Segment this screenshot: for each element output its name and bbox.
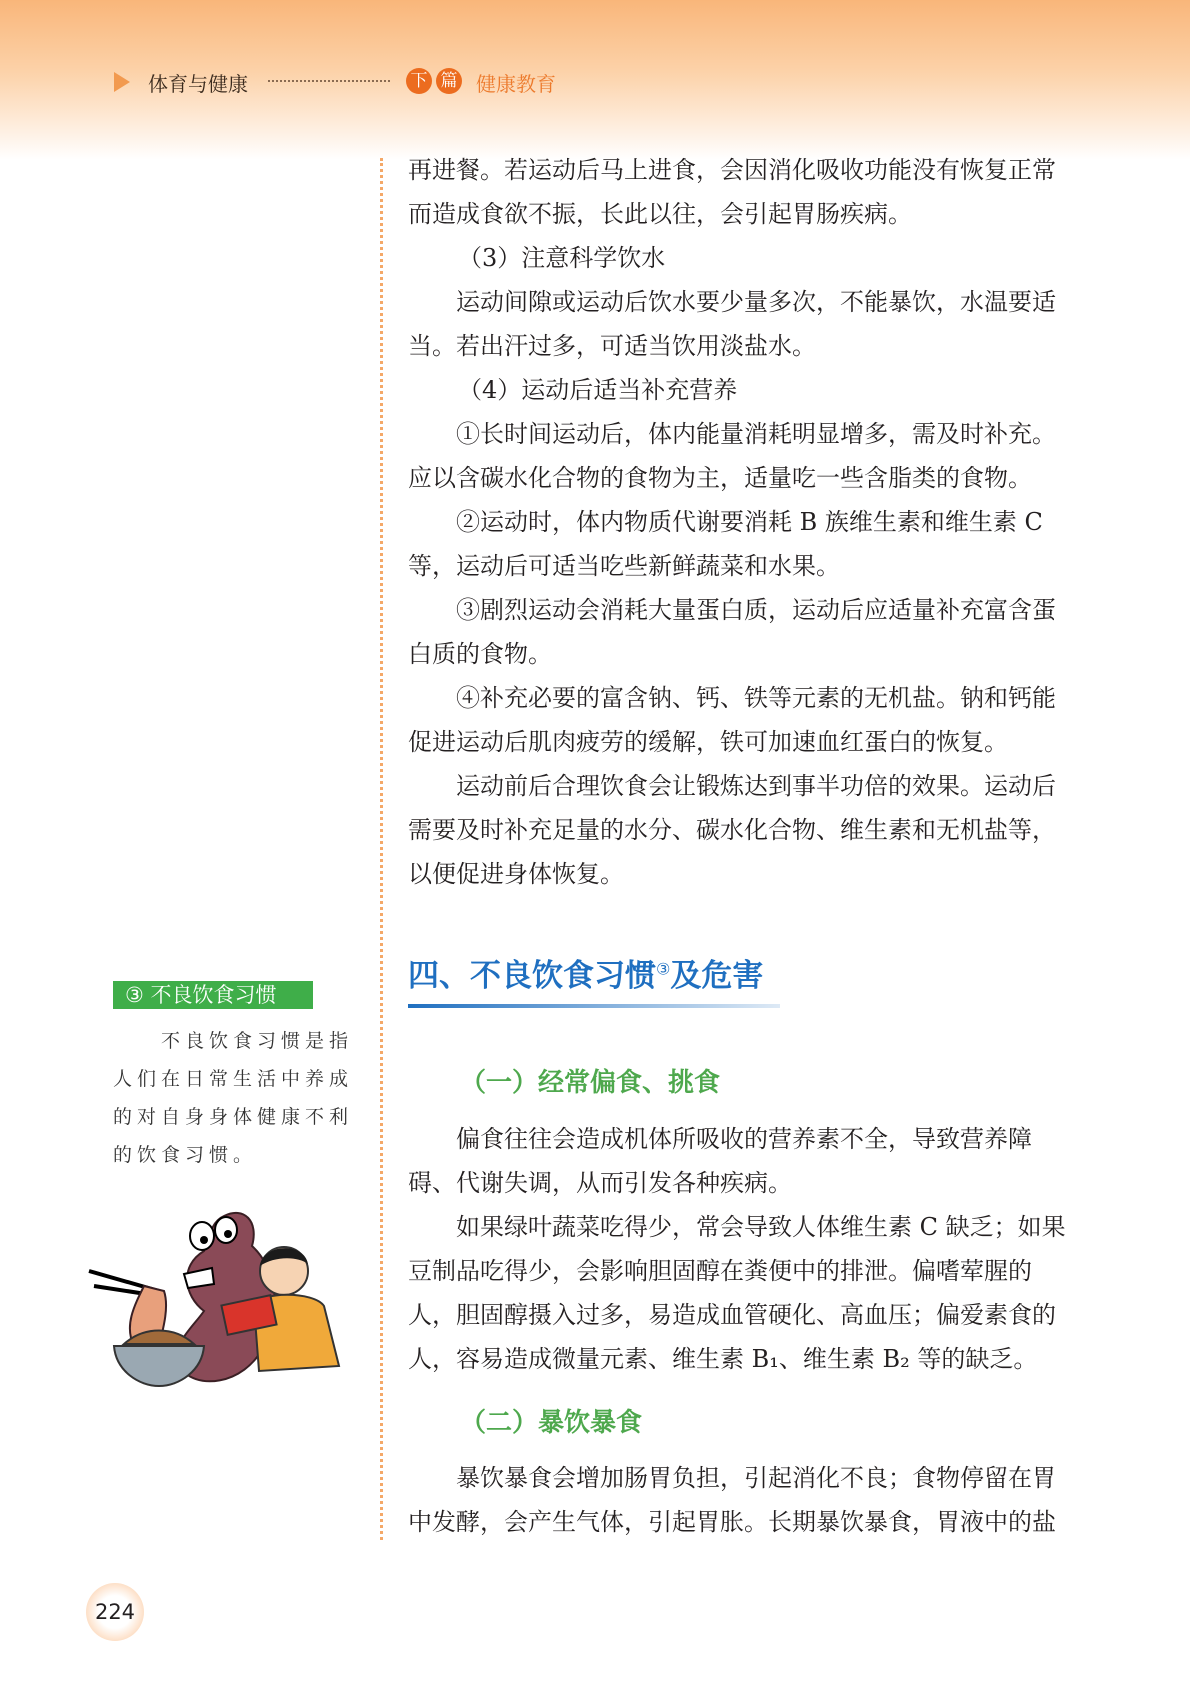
side-note-text: 不良饮食习惯是指人们在日常生活中养成的对自身身体健康不利的饮食习惯。 bbox=[113, 1030, 354, 1166]
eye-icon bbox=[215, 1217, 237, 1243]
subsection-heading: （一）经常偏食、挑食 bbox=[460, 1068, 721, 1098]
paragraph: 再进餐。若运动后马上进食，会因消化吸收功能没有恢复正常而造成食欲不振，长此以往，会引起胃肠疾病。 bbox=[408, 156, 1056, 228]
column-divider bbox=[380, 158, 383, 1540]
header-dotted-line bbox=[268, 80, 390, 82]
paragraph: ①长时间运动后，体内能量消耗明显增多，需及时补充。应以含碳水化合物的食物为主，适量吃一些含脂类的食物。 bbox=[408, 420, 1056, 492]
bowl-icon bbox=[114, 1346, 204, 1386]
subsection-heading: （二）暴饮暴食 bbox=[460, 1408, 643, 1438]
cartoon-illustration bbox=[84, 1196, 364, 1396]
section-title-underline bbox=[408, 1004, 780, 1008]
paragraph: ③剧烈运动会消耗大量蛋白质，运动后应适量补充富含蛋白质的食物。 bbox=[408, 596, 1056, 668]
section-name: 健康教育 bbox=[476, 72, 556, 96]
side-note-title: ③ 不良饮食习惯 bbox=[113, 981, 313, 1009]
eye-icon bbox=[190, 1222, 214, 1250]
top-text-block bbox=[408, 148, 1068, 896]
paragraph: 暴饮暴食会增加肠胃负担，引起消化不良；食物停留在胃中发酵，会产生气体，引起胃胀。长期暴饮暴食，胃液中的盐 bbox=[408, 1464, 1056, 1536]
subheading: （4）运动后适当补充营养 bbox=[458, 376, 738, 404]
part-badge-2: 篇 bbox=[436, 68, 462, 94]
page-number: 224 bbox=[94, 1600, 136, 1624]
book-title: 体育与健康 bbox=[148, 72, 248, 96]
paragraph: 如果绿叶蔬菜吃得少，常会导致人体维生素 C 缺乏；如果豆制品吃得少，会影响胆固醇在粪便中的排泄。偏嗜荤腥的人，胆固醇摄入过多，易造成血管硬化、高血压；偏爱素食的人，容易造成微量元素、维生素 B₁、维生素 B₂ 等的缺乏。 bbox=[408, 1213, 1066, 1373]
subsection2-text bbox=[408, 1456, 1068, 1544]
section-title-text: 及危害 bbox=[670, 958, 764, 994]
footnote-marker: ③ bbox=[656, 959, 671, 979]
part-badge-1: 下 bbox=[406, 68, 432, 94]
subsection1-text bbox=[408, 1117, 1068, 1381]
section-title-text: 四、不良饮食习惯 bbox=[408, 958, 656, 994]
subheading: （3）注意科学饮水 bbox=[458, 244, 666, 272]
paragraph: 偏食往往会造成机体所吸收的营养素不全，导致营养障碍、代谢失调，从而引发各种疾病。 bbox=[408, 1125, 1032, 1197]
paragraph: ④补充必要的富含钠、钙、铁等元素的无机盐。钠和钙能促进运动后肌肉疲劳的缓解，铁可加速血红蛋白的恢复。 bbox=[408, 684, 1056, 756]
paragraph: ②运动时，体内物质代谢要消耗 B 族维生素和维生素 C 等，运动后可适当吃些新鲜蔬菜和水果。 bbox=[408, 508, 1043, 580]
play-arrow-icon bbox=[114, 72, 130, 92]
paragraph: 运动间隙或运动后饮水要少量多次，不能暴饮，水温要适当。若出汗过多，可适当饮用淡盐水。 bbox=[408, 288, 1056, 360]
section-title bbox=[408, 950, 763, 995]
paragraph: 运动前后合理饮食会让锻炼达到事半功倍的效果。运动后需要及时补充足量的水分、碳水化合物、维生素和无机盐等，以便促进身体恢复。 bbox=[408, 772, 1056, 888]
